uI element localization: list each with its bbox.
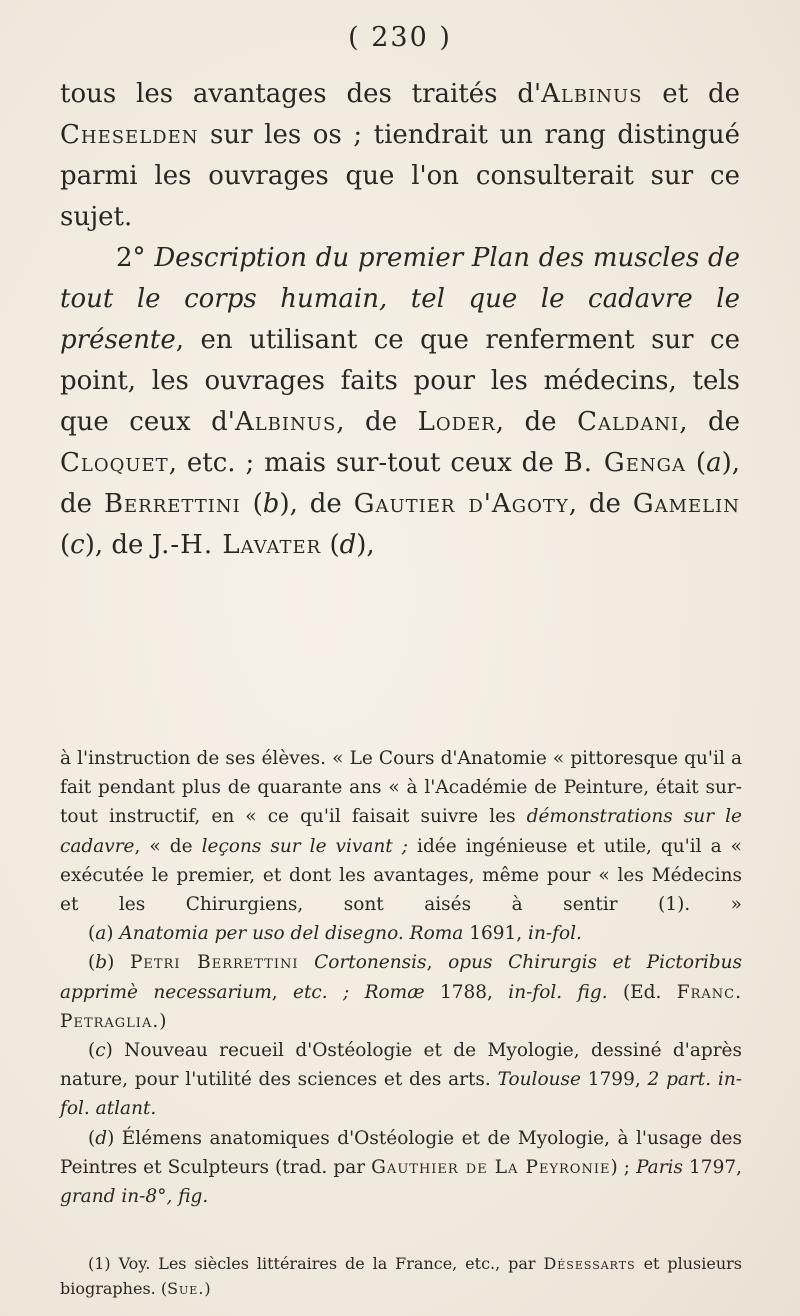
- author-name: Gamelin: [632, 489, 740, 519]
- author-name: Gautier d'Agoty: [353, 489, 569, 519]
- text-run: à l'instruction de ses élèves. « Le Cours d'Anatomie « pittoresque qu'il a fait pendant plus de quarante ans « à l'Académie de Peinture, était sur-tout instructif, en « ce qu'il faisait suivre les: [60, 748, 742, 828]
- text-run: 2 part. in-fol. atlant.: [60, 1069, 742, 1120]
- text-run: idée ingénieuse et utile, qu'il a « exécutée le premier, et dont les avantages, même pour « les Médecins et les Chirurgiens, sont aisés à sentir (1). »: [60, 835, 742, 916]
- text-run: , de: [336, 407, 418, 437]
- section-title: Description du premier Plan des muscles de tout le corps humain, tel que le cadavre le présente: [60, 243, 741, 355]
- note-ref: a: [706, 448, 722, 478]
- text-run: (: [685, 448, 707, 478]
- text-run: ) Élémens anatomiques d'Ostéologie et de Myologie, à l'usage des Peintres et Sculpteurs (trad. par: [60, 1127, 742, 1178]
- text-run: (: [88, 952, 96, 974]
- text-run: 1797,: [682, 1156, 742, 1178]
- text-run: , de: [495, 407, 578, 437]
- text-run: ): [107, 952, 130, 974]
- text-run: ) ;: [610, 1156, 637, 1178]
- page-number: ( 230 ): [348, 22, 452, 53]
- book-title: Anatomia per uso del disegno. Roma: [119, 923, 464, 945]
- text-run: ), de: [60, 448, 740, 519]
- author-name: Sue.: [167, 1279, 205, 1298]
- text-run: Toulouse: [497, 1069, 581, 1091]
- note-ref: b: [262, 489, 280, 519]
- text-run: (: [240, 489, 263, 519]
- text-run: , de: [679, 407, 741, 437]
- text-run: [299, 952, 315, 973]
- text-run: et de: [642, 79, 740, 109]
- text-run: ),: [356, 530, 375, 560]
- note-ref: a: [95, 923, 107, 945]
- author-name: Gauthier de La Peyronie: [371, 1156, 611, 1178]
- text-run: Cortonensis: [314, 952, 427, 974]
- text-run: 1788,: [424, 981, 509, 1003]
- text-run: ) Nouveau recueil d'Ostéologie et de Myologie, dessiné d'après nature, pour l'utilité des sciences et des arts.: [60, 1040, 742, 1091]
- text-run: ), de: [84, 530, 152, 560]
- text-run: (: [88, 1127, 96, 1149]
- author-name: Cloquet: [60, 448, 169, 478]
- text-run: , de: [568, 489, 633, 519]
- text-run: (: [60, 530, 71, 560]
- book-title: opus Chirurgis et Pictoribus apprimè necessarium: [60, 952, 742, 1003]
- paragraph-1: [60, 74, 740, 238]
- note-a: [60, 919, 742, 948]
- author-name: J.-H. Lavater: [151, 530, 322, 560]
- text-run: leçons sur le vivant ;: [201, 835, 408, 857]
- text-run: 2°: [116, 243, 155, 273]
- text-run: in-fol.: [528, 923, 582, 945]
- text-run: démonstrations sur le cadavre: [60, 806, 742, 857]
- note-ref: d: [339, 530, 357, 560]
- text-run: etc. ; Romæ: [293, 981, 425, 1003]
- text-run: Paris: [636, 1156, 683, 1178]
- text-run: (: [321, 530, 340, 560]
- main-text: [60, 74, 740, 566]
- text-run: ), de: [279, 489, 354, 519]
- text-run: 1691,: [463, 923, 529, 945]
- author-name: Loder: [417, 407, 496, 437]
- text-run: sur les os ; tiendrait un rang distingué parmi les ouvrages que l'on consulterait sur ce sujet.: [60, 120, 740, 232]
- text-run: grand in-8°, fig.: [60, 1186, 209, 1208]
- note-c: [60, 1036, 742, 1124]
- note-ref: c: [95, 1040, 106, 1062]
- text-run: tous les avantages des traités d': [60, 79, 542, 109]
- note-ref: c: [70, 530, 85, 560]
- note-ref: b: [95, 952, 108, 974]
- text-run: ): [106, 923, 120, 945]
- author-name: Cheselden: [60, 120, 199, 150]
- author-name: Albinus: [234, 407, 337, 437]
- note-ref: d: [95, 1127, 108, 1149]
- author-name: Franc. Petraglia.: [60, 981, 742, 1032]
- text-run: , en utilisant ce que renferment sur ce point, les ouvrages faits pour les médecins, tels que ceux d': [60, 325, 740, 437]
- text-run: ,: [426, 952, 449, 974]
- text-run: , « de: [134, 835, 202, 857]
- author-name: B. Genga: [563, 448, 686, 478]
- author-name: Albinus: [541, 79, 643, 109]
- text-run: ): [204, 1279, 211, 1298]
- footnote-1: [60, 1251, 742, 1301]
- text-run: , etc. ; mais sur-tout ceux de: [168, 448, 564, 478]
- author-name: Désessarts: [543, 1254, 636, 1273]
- note-b: [60, 948, 742, 1036]
- text-run: (Ed.: [607, 981, 677, 1003]
- text-run: (1) Voy. Les siècles littéraires de la France, etc., par: [88, 1254, 544, 1273]
- text-run: 1799,: [580, 1069, 648, 1091]
- text-run: (: [88, 923, 96, 945]
- text-run: (: [88, 1040, 96, 1062]
- notes-block: [60, 744, 742, 1211]
- paragraph-2: [60, 238, 740, 566]
- text-run: et plusieurs biographes. (: [60, 1254, 742, 1298]
- text-run: ): [159, 1010, 167, 1032]
- author-name: Berrettini: [103, 489, 241, 519]
- note-continuation: [60, 744, 742, 919]
- text-run: ,: [271, 981, 293, 1003]
- author-name: Caldani: [577, 407, 680, 437]
- author-name: Petri Berrettini: [129, 952, 299, 974]
- note-d: [60, 1124, 742, 1212]
- text-run: in-fol. fig.: [508, 981, 608, 1003]
- footnote: [60, 1251, 742, 1301]
